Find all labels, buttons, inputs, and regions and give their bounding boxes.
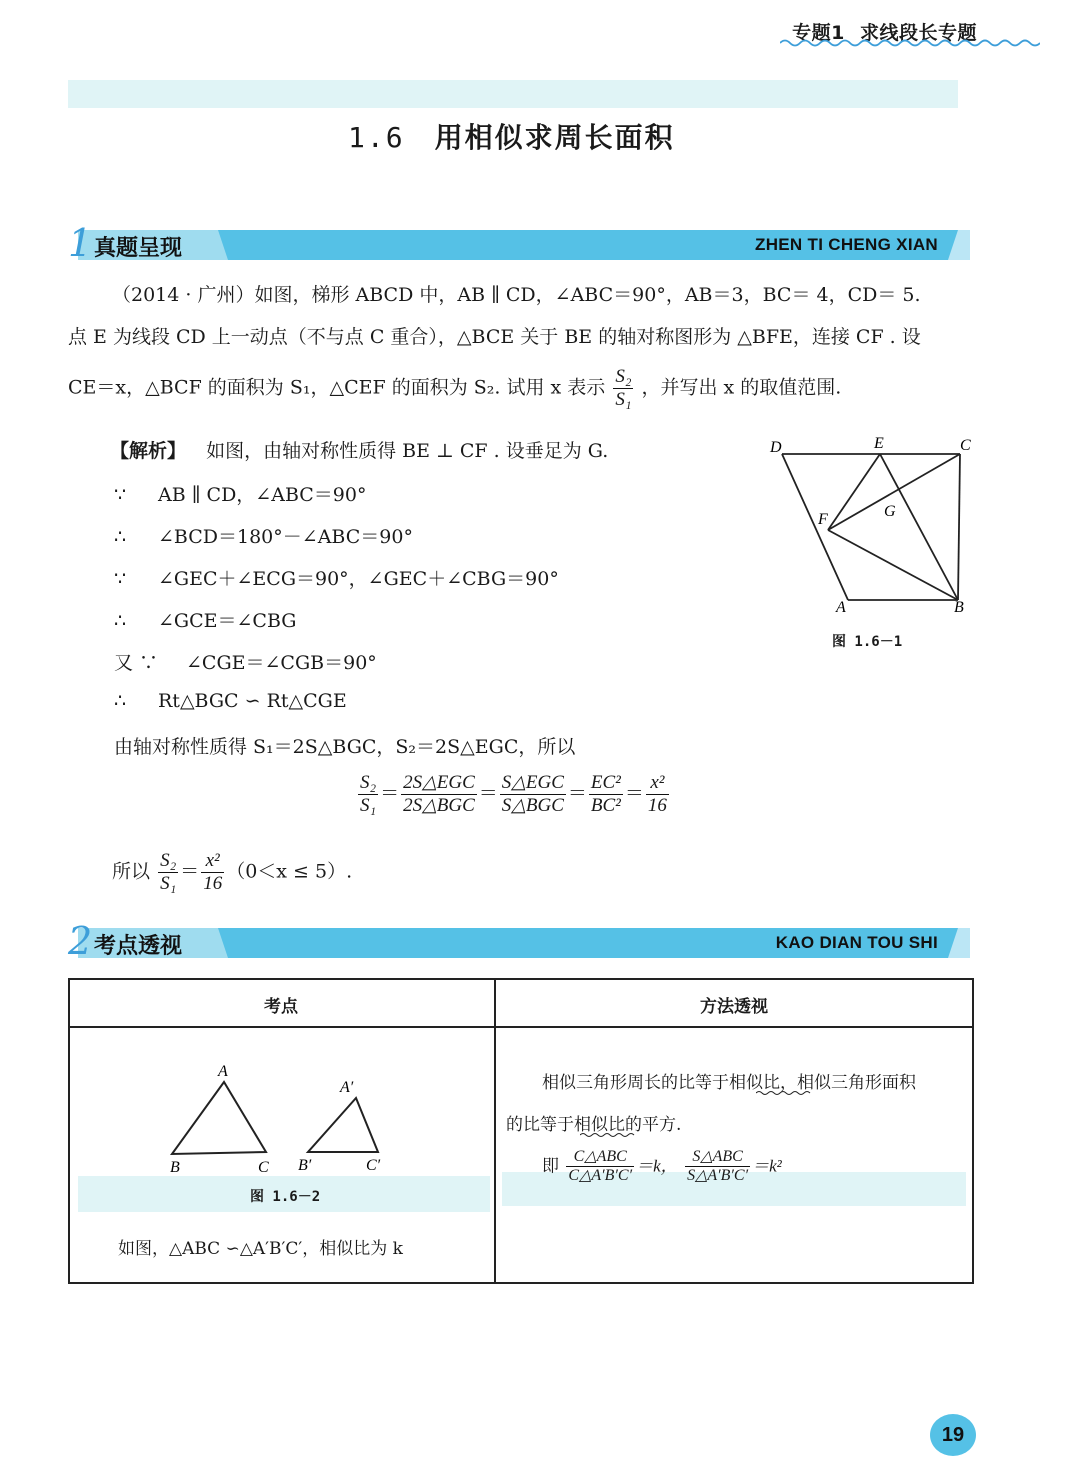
table-header-col1: 考点 — [264, 997, 298, 1017]
section-number-2: 2 — [68, 919, 93, 963]
header-wavy-underline — [780, 38, 1040, 48]
right-cell-line-2: 的比等于相似比的平方. — [506, 1115, 682, 1135]
fraction-denominator: S₁ — [615, 388, 632, 410]
solution-step-4: ∴ ∠GCE＝∠CBG — [114, 610, 297, 632]
solution-intro — [110, 436, 608, 463]
problem-line-2: 点 E 为线段 CD 上一动点（不与点 C 重合），△BCE 关于 BE 的轴对称图形为 △BFE，连接 CF . 设 — [68, 326, 921, 348]
page-number: 19 — [930, 1414, 976, 1456]
emphasis-wavy-2 — [580, 1132, 636, 1138]
symmetry-statement: 由轴对称性质得 S₁＝2S△BGC，S₂＝2S△EGC，所以 — [114, 736, 576, 758]
final-answer: 所以 $\frac{\text{S₂}}{\text{S₁}}$ ＝ $\frac{\text{x²}}{16}$ （0＜x ≤ 5）. — [112, 850, 353, 894]
chapter-title: 求线段长专题 — [859, 22, 977, 44]
right-cell-line-1: 相似三角形周长的比等于相似比，相似三角形面积 — [542, 1073, 916, 1093]
section-label-2: 考点透视 — [94, 934, 183, 959]
table-header-divider — [70, 1026, 972, 1028]
label-G: G — [884, 503, 896, 520]
segment-DA — [782, 454, 848, 600]
section-header-1 — [68, 221, 970, 265]
ratio-equation: $\frac{\text{S₂}}{\text{S₁}}$ ＝ $\frac{\text{2S△EGC}}{\text{2S△BGC}}$ ＝ $\frac{\text{S△EGC}}{\text{S△BGC}}$ ＝ $\frac{\text{EC²}}{\text{BC²}}$ ＝ $\frac{\text{x²}}{16}$ — [360, 772, 667, 816]
triangle-ABC — [172, 1082, 266, 1154]
section-number-1: 1 — [68, 221, 93, 265]
label-C: C — [960, 437, 971, 454]
solution-intro-text: 如图，由轴对称性质得 BE ⊥ CF . 设垂足为 G. — [206, 440, 609, 462]
figure-trapezoid — [760, 430, 980, 625]
label-B: B — [954, 599, 964, 616]
fraction-numerator: S₂ — [615, 366, 632, 387]
solution-step-5: 又 ∵ ∠CGE＝∠CGB＝90° — [114, 652, 377, 674]
problem-line-3 — [68, 366, 841, 411]
figure-similar-triangles — [160, 1064, 420, 1174]
solution-step-1: ∵ AB ∥ CD，∠ABC＝90° — [114, 484, 367, 506]
section-pinyin-1: ZHEN TI CHENG XIAN — [755, 235, 938, 254]
label-F: F — [818, 511, 828, 528]
solution-step-3: ∵ ∠GEC＋∠ECG＝90°，∠GEC＋∠CBG＝90° — [114, 568, 559, 590]
ratio-formula: 即 $\frac{\text{C△ABC}}{C\triangle A'B'C'}$ ＝k， $\frac{\text{S△ABC}}{S\triangle A'B'C'}$ ＝k² — [542, 1148, 782, 1185]
solution-tag: 【解析】 — [110, 440, 187, 462]
title-number: 1.6 — [348, 121, 405, 154]
label-A: A — [836, 599, 846, 616]
label-tri-C2: C′ — [366, 1157, 381, 1174]
solution-step-2: ∴ ∠BCD＝180°－∠ABC＝90° — [114, 526, 413, 548]
segment-CB — [958, 454, 960, 600]
key-points-table — [68, 978, 974, 1284]
problem-line-1: （2014 · 广州）如图，梯形 ABCD 中，AB ∥ CD，∠ABC＝90°，AB＝3，BC＝ 4，CD＝ 5. — [112, 284, 921, 306]
problem-fraction — [613, 366, 633, 411]
segment-EF — [828, 454, 880, 530]
label-E: E — [874, 435, 884, 452]
table-header-col2: 方法透视 — [700, 997, 768, 1017]
label-tri-B: B — [170, 1159, 180, 1174]
triangle-A2B2C2 — [308, 1098, 378, 1152]
left-cell-text: 如图，△ABC ∽△A′B′C′，相似比为 k — [118, 1239, 403, 1259]
title-band — [68, 80, 958, 108]
label-tri-A2: A′ — [340, 1079, 354, 1096]
solution-step-6: ∴ Rt△BGC ∽ Rt△CGE — [114, 690, 347, 712]
problem-line-3a: CE＝x，△BCF 的面积为 S₁，△CEF 的面积为 S₂. 试用 x 表示 — [68, 376, 606, 399]
label-D: D — [770, 439, 782, 456]
label-tri-C: C — [258, 1159, 269, 1174]
emphasis-wavy-1 — [756, 1090, 812, 1096]
title-text: 用相似求周长面积 — [434, 121, 675, 154]
label-tri-B2: B′ — [298, 1157, 312, 1174]
figure-2-caption: 图 1.6－2 — [250, 1189, 321, 1205]
problem-line-3b: ，并写出 x 的取值范围. — [641, 376, 842, 399]
section-pinyin-2: KAO DIAN TOU SHI — [775, 933, 938, 952]
section-label-1: 真题呈现 — [94, 236, 183, 261]
chapter-number: 专题1 — [792, 22, 845, 44]
page-title — [348, 116, 675, 156]
label-tri-A: A — [218, 1064, 228, 1080]
section-header-2 — [68, 919, 970, 963]
figure-1-caption: 图 1.6－1 — [832, 634, 903, 650]
